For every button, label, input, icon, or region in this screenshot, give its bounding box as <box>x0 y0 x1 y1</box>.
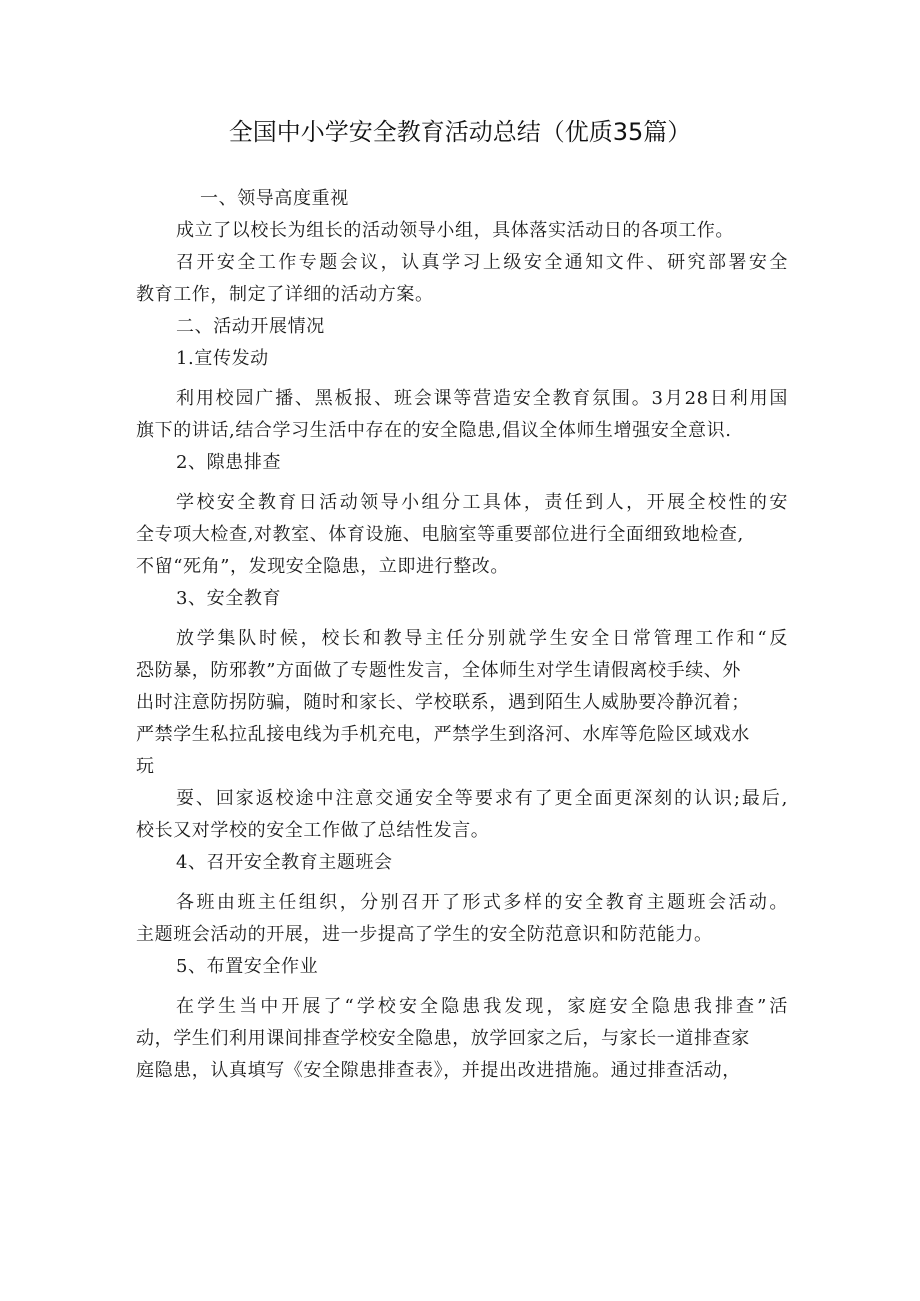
document-body <box>136 183 788 1087</box>
section-heading: 二、活动开展情况 <box>176 316 325 337</box>
paragraph-line: 学校安全教育日活动领导小组分工具体，责任到人，开展全校性的安 <box>176 492 788 513</box>
paragraph-line: 玩 <box>136 756 155 777</box>
paragraph-line: 旗下的讲话,结合学习生活中存在的安全隐患,倡议全体师生增强安全意识. <box>136 420 732 441</box>
paragraph-line: 各班由班主任组织，分别召开了形式多样的安全教育主题班会活动。 <box>176 892 788 913</box>
paragraph-line: 利用校园广播、黑板报、班会课等营造安全教育氛围。3月28日利用国 <box>176 388 788 409</box>
subsection-heading: 2、隙患排查 <box>176 452 282 473</box>
paragraph-line: 耍、回家返校途中注意交通安全等要求有了更全面更深刻的认识;最后, <box>176 788 788 809</box>
paragraph-line: 放学集队时候，校长和教导主任分别就学生安全日常管理工作和“反 <box>176 628 788 649</box>
paragraph-line: 不留“死角”，发现安全隐患，立即进行整改。 <box>136 556 510 577</box>
paragraph-line: 动，学生们利用课间排查学校安全隐患，放学回家之后，与家长一道排查家 <box>136 1028 750 1049</box>
section-heading: 一、领导高度重视 <box>200 188 349 209</box>
paragraph-line: 主题班会活动的开展，进一步提高了学生的安全防范意识和防范能力。 <box>136 924 713 945</box>
paragraph-line: 严禁学生私拉乱接电线为手机充电，严禁学生到洛河、水库等危险区域戏水 <box>136 724 750 745</box>
paragraph-line: 成立了以校长为组长的活动领导小组，具体落实活动日的各项工作。 <box>176 220 734 241</box>
document-title: 全国中小学安全教育活动总结（优质35篇） <box>228 118 692 146</box>
paragraph-line: 庭隐患，认真填写《安全隙患排查表》，并提出改进措施。通过排查活动， <box>136 1060 741 1081</box>
paragraph-line: 出时注意防拐防骗，随时和家长、学校联系，遇到陌生人威胁要冷静沉着； <box>136 692 750 713</box>
paragraph-line: 召开安全工作专题会议，认真学习上级安全通知文件、研究部署安全 <box>176 252 788 273</box>
paragraph-line: 校长又对学校的安全工作做了总结性发言。 <box>136 820 490 841</box>
subsection-heading: 1.宣传发动 <box>176 348 269 369</box>
paragraph-line: 恐防暴，防邪教”方面做了专题性发言，全体师生对学生请假离校手续、外 <box>136 660 741 681</box>
paragraph-line: 在学生当中开展了“学校安全隐患我发现，家庭安全隐患我排查”活 <box>176 996 788 1017</box>
subsection-heading: 4、召开安全教育主题班会 <box>176 852 393 873</box>
subsection-heading: 5、布置安全作业 <box>176 956 319 977</box>
subsection-heading: 3、安全教育 <box>176 588 282 609</box>
paragraph-line: 教育工作，制定了详细的活动方案。 <box>136 284 434 305</box>
paragraph-line: 全专项大检查,对教室、体育设施、电脑室等重要部位进行全面细致地检查, <box>136 524 744 545</box>
